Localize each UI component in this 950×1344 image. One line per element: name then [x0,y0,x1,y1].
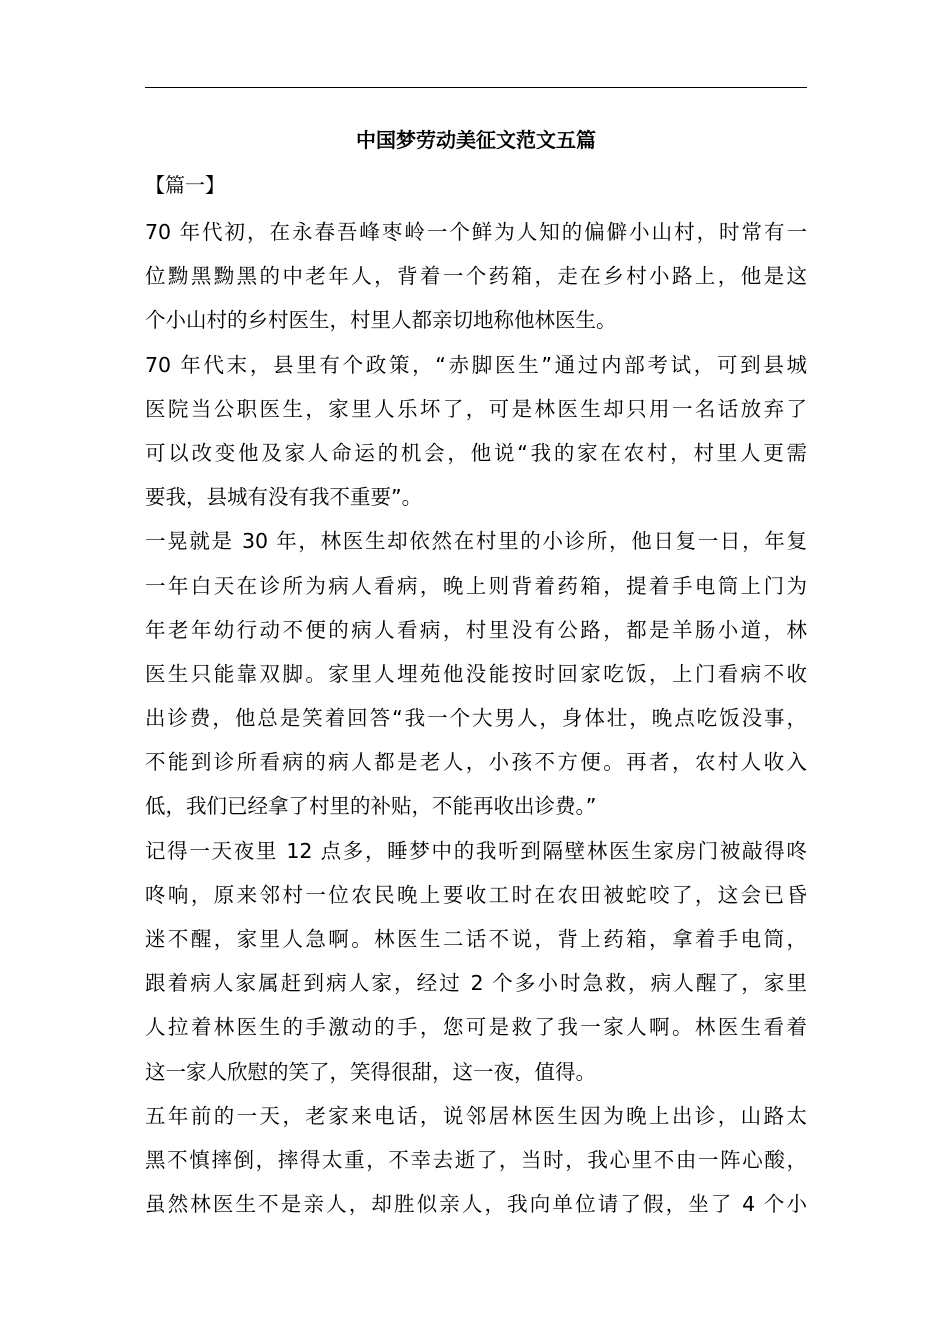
text-line: 迷不醒，家里人急啊。林医生二话不说，背上药箱，拿着手电筒， [145,927,807,951]
paragraph [145,210,807,343]
text-line: 不能到诊所看病的病人都是老人，小孩不方便。再者，农村人收入 [145,750,807,775]
paragraph [145,519,807,828]
text-line: 咚响，原来邻村一位农民晚上要收工时在农田被蛇咬了，这会已昏 [145,882,807,907]
text-line: 记得一天夜里 12 点多，睡梦中的我听到隔壁林医生家房门被敲得咚 [145,838,807,863]
text-line: 医院当公职医生，家里人乐坏了，可是林医生却只用一名话放弃了 [145,396,807,421]
text-line: 虽然林医生不是亲人，却胜似亲人，我向单位请了假，坐了 4 个小 [145,1192,807,1217]
text-line: 个小山村的乡村医生，村里人都亲切地称他林医生。 [145,308,617,333]
text-line: 黑不慎摔倒，摔得太重，不幸去逝了，当时，我心里不由一阵心酸， [145,1147,807,1172]
text-line: 一年白天在诊所为病人看病，晚上则背着药箱，提着手电筒上门为 [145,573,807,598]
header-rule [145,87,807,88]
text-line: 跟着病人家属赶到病人家，经过 2 个多小时急救，病人醒了，家里 [145,971,807,996]
section-label: 【篇一】 [145,173,225,197]
text-line: 出诊费，他总是笑着回答“我一个大男人，身体壮，晚点吃饭没事， [145,706,807,731]
text-line: 低，我们已经拿了村里的补贴，不能再收出诊费。” [145,794,597,819]
text-line: 要我，县城有没有我不重要”。 [145,485,423,510]
text-line: 年老年幼行动不便的病人看病，村里没有公路，都是羊肠小道，林 [145,617,807,642]
text-line: 70 年代末，县里有个政策，“赤脚医生”通过内部考试，可到县城 [145,352,807,377]
text-line: 可以改变他及家人命运的机会，他说“我的家在农村，村里人更需 [145,440,807,465]
text-line: 五年前的一天，老家来电话，说邻居林医生因为晚上出诊，山路太 [145,1103,807,1128]
text-line: 70 年代初，在永春吾峰枣岭一个鲜为人知的偏僻小山村，时常有一 [145,220,807,244]
paragraph [145,343,807,520]
text-line: 位黝黑黝黑的中老年人，背着一个药箱，走在乡村小路上，他是这 [145,264,807,289]
page-title: 中国梦劳动美征文范文五篇 [356,128,596,152]
paragraph [145,1094,807,1227]
body-text [145,210,807,1226]
text-line: 医生只能靠双脚。家里人埋苑他没能按时回家吃饭，上门看病不收 [145,661,807,686]
text-line: 这一家人欣慰的笑了，笑得很甜，这一夜，值得。 [145,1059,596,1084]
text-line: 一晃就是 30 年，林医生却依然在村里的小诊所，他日复一日，年复 [145,529,807,554]
text-line: 人拉着林医生的手激动的手，您可是救了我一家人啊。林医生看着 [145,1015,807,1040]
paragraph [145,829,807,1094]
